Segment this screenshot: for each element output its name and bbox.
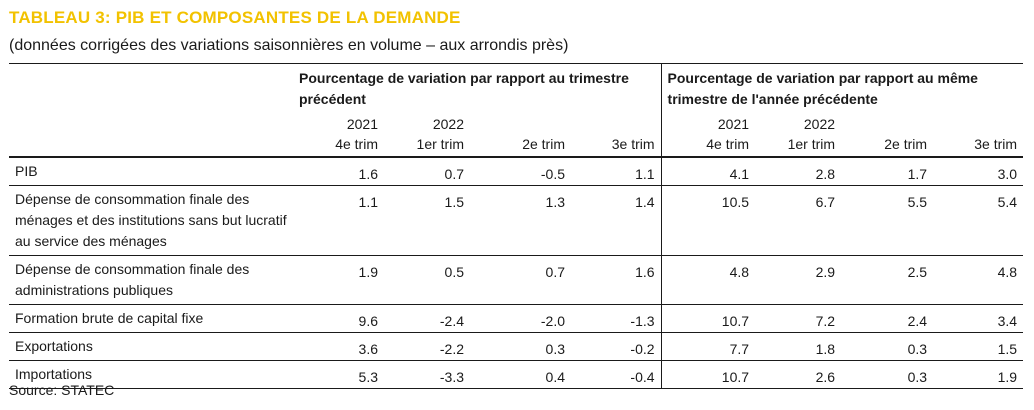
value-cell: 0.7 xyxy=(470,256,571,305)
table-title: TABLEAU 3: PIB ET COMPOSANTES DE LA DEMANDE xyxy=(9,8,461,27)
table-row xyxy=(9,305,1023,333)
corner-cell xyxy=(9,112,293,157)
value-cell: 9.6 xyxy=(293,305,384,333)
period-header: 2021 4e trim xyxy=(661,112,755,157)
row-label: Dépense de consommation finale des ménages et des institutions sans but lucratif au service des ménages xyxy=(9,186,293,256)
value-cell: 1.8 xyxy=(755,333,841,361)
period-header: 2021 4e trim xyxy=(293,112,384,157)
value-cell: 5.3 xyxy=(293,361,384,389)
value-cell: 0.3 xyxy=(841,361,933,389)
table-row xyxy=(9,157,1023,186)
value-cell: 1.3 xyxy=(470,186,571,256)
value-cell: 0.4 xyxy=(470,361,571,389)
period-header: 2022 1er trim xyxy=(755,112,841,157)
value-cell: -0.5 xyxy=(540,166,565,182)
value-cell: 5.5 xyxy=(841,186,933,256)
row-label: Formation brute de capital fixe xyxy=(9,305,293,333)
row-label: Importations xyxy=(9,361,293,389)
period-header: 2022 1er trim xyxy=(384,112,470,157)
value-cell: -2.0 xyxy=(470,305,571,333)
table-row xyxy=(9,361,1023,389)
group-header-row xyxy=(9,64,1023,113)
value-cell: 2.9 xyxy=(755,256,841,305)
group-header-yearly: Pourcentage de variation par rapport au même trimestre de l'année précédente xyxy=(661,64,1023,113)
value-cell: -3.3 xyxy=(384,361,470,389)
period-header: 2e trim xyxy=(841,112,933,157)
value-cell: 1.6 xyxy=(358,166,378,182)
value-cell: -2.4 xyxy=(384,305,470,333)
value-cell: 1.6 xyxy=(571,256,661,305)
value-cell: -0.2 xyxy=(571,333,661,361)
value-cell: 1.9 xyxy=(933,361,1023,389)
value-cell: 2.8 xyxy=(815,166,836,182)
value-cell: 5.4 xyxy=(933,186,1023,256)
value-cell: 7.2 xyxy=(755,305,841,333)
value-cell: 4.1 xyxy=(661,157,755,186)
corner-cell xyxy=(9,64,293,113)
value-cell: 0.3 xyxy=(470,333,571,361)
value-cell: 10.7 xyxy=(661,305,755,333)
source-note: Source: STATEC xyxy=(9,382,115,398)
period-header: 3e trim xyxy=(571,112,661,157)
row-label: Dépense de consommation finale des administrations publiques xyxy=(9,256,293,305)
value-cell: 2.4 xyxy=(841,305,933,333)
value-cell: 1.5 xyxy=(384,186,470,256)
period-header-row xyxy=(9,112,1023,157)
value-cell: -1.3 xyxy=(571,305,661,333)
period-header: 2e trim xyxy=(470,112,571,157)
value-cell: 7.7 xyxy=(661,333,755,361)
value-cell: 10.7 xyxy=(661,361,755,389)
group-header-quarterly: Pourcentage de variation par rapport au trimestre précédent xyxy=(293,64,661,113)
value-cell: 2.5 xyxy=(841,256,933,305)
value-cell: 10.5 xyxy=(661,186,755,256)
value-cell: -2.2 xyxy=(384,333,470,361)
value-cell: 6.7 xyxy=(755,186,841,256)
value-cell: 1.9 xyxy=(293,256,384,305)
table-row xyxy=(9,256,1023,305)
table-row xyxy=(9,333,1023,361)
row-label: Exportations xyxy=(9,333,293,361)
value-cell: 3.6 xyxy=(293,333,384,361)
value-cell: 1.4 xyxy=(571,186,661,256)
value-cell: 2.6 xyxy=(755,361,841,389)
table-row xyxy=(9,186,1023,256)
value-cell: -0.4 xyxy=(571,361,661,389)
value-cell: 1.1 xyxy=(293,186,384,256)
value-cell: 3.4 xyxy=(933,305,1023,333)
value-cell: 0.7 xyxy=(444,166,464,182)
value-cell: 4.8 xyxy=(933,256,1023,305)
gdp-demand-table xyxy=(9,63,1023,389)
value-cell: 1.1 xyxy=(635,166,655,182)
period-header: 3e trim xyxy=(933,112,1023,157)
value-cell: 0.3 xyxy=(841,333,933,361)
value-cell: 3.0 xyxy=(997,166,1018,182)
row-label: PIB xyxy=(15,163,38,179)
value-cell: 4.8 xyxy=(661,256,755,305)
value-cell: 1.5 xyxy=(933,333,1023,361)
value-cell: 1.7 xyxy=(907,166,928,182)
value-cell: 0.5 xyxy=(384,256,470,305)
table-subtitle: (données corrigées des variations saisonnières en volume – aux arrondis près) xyxy=(9,37,569,54)
